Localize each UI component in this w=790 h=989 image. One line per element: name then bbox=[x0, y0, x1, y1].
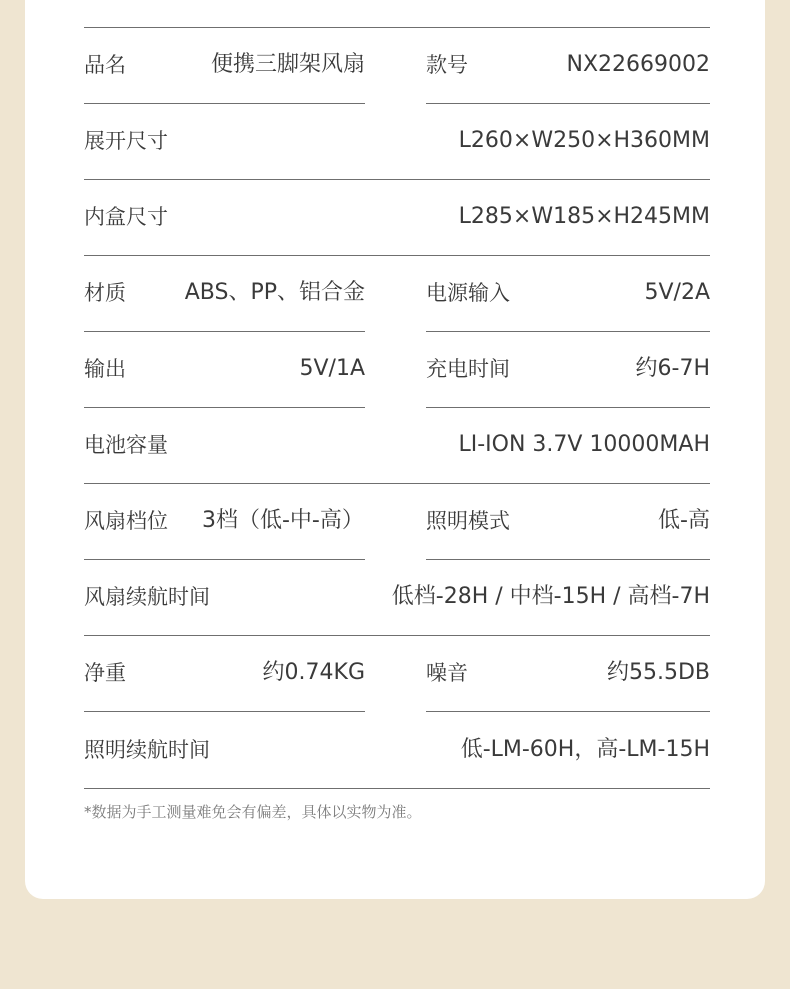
disclaimer-note: *数据为手工测量难免会有偏差，具体以实物为准。 bbox=[84, 803, 422, 821]
spec-cell bbox=[84, 560, 710, 636]
spec-value: NX22669002 bbox=[566, 52, 710, 77]
spec-label: 品名 bbox=[84, 53, 126, 77]
spec-value: 约55.5DB bbox=[606, 660, 710, 685]
spec-value: 5V/1A bbox=[299, 356, 365, 381]
spec-cell bbox=[84, 484, 365, 560]
spec-label: 噪音 bbox=[426, 661, 468, 685]
spec-value: 约0.74KG bbox=[262, 660, 365, 685]
spec-value: L260×W250×H360MM bbox=[458, 128, 710, 153]
spec-cell bbox=[84, 104, 710, 180]
spec-row-unfolded-size bbox=[84, 104, 710, 180]
spec-cell bbox=[84, 408, 710, 484]
spec-label: 款号 bbox=[426, 53, 468, 77]
spec-cell bbox=[84, 713, 710, 789]
spec-label: 输出 bbox=[84, 357, 126, 381]
spec-row-battery bbox=[84, 408, 710, 484]
spec-value: 低-高 bbox=[658, 508, 710, 533]
spec-cell bbox=[84, 332, 365, 408]
spec-value: 5V/2A bbox=[644, 280, 710, 305]
spec-cell bbox=[426, 332, 710, 408]
spec-label: 风扇档位 bbox=[84, 509, 168, 533]
spec-cell bbox=[84, 636, 365, 712]
spec-row-light-runtime bbox=[84, 713, 710, 789]
spec-label: 净重 bbox=[84, 661, 126, 685]
spec-value: ABS、PP、铝合金 bbox=[184, 280, 365, 305]
spec-value: 约6-7H bbox=[635, 356, 710, 381]
spec-value: LI-ION 3.7V 10000MAH bbox=[458, 432, 710, 457]
spec-label: 照明模式 bbox=[426, 509, 510, 533]
spec-row-fan-light-mode bbox=[84, 484, 710, 560]
spec-row-inner-box-size bbox=[84, 180, 710, 256]
spec-value: L285×W185×H245MM bbox=[458, 204, 710, 229]
spec-label: 材质 bbox=[84, 281, 126, 305]
spec-row-name-model bbox=[84, 28, 710, 104]
spec-cell bbox=[84, 28, 365, 104]
spec-cell bbox=[84, 180, 710, 256]
spec-value: 便携三脚架风扇 bbox=[210, 52, 365, 77]
spec-label: 内盒尺寸 bbox=[84, 205, 168, 229]
spec-label: 风扇续航时间 bbox=[84, 585, 210, 609]
spec-cell bbox=[426, 28, 710, 104]
spec-cell bbox=[426, 484, 710, 560]
spec-value: 3档（低-中-高） bbox=[202, 508, 364, 533]
spec-cell bbox=[84, 256, 365, 332]
spec-row-weight-noise bbox=[84, 636, 710, 712]
spec-label: 电池容量 bbox=[84, 433, 168, 457]
spec-label: 充电时间 bbox=[426, 357, 510, 381]
spec-row-output-charge bbox=[84, 332, 710, 408]
spec-value: 低档-28H / 中档-15H / 高档-7H bbox=[391, 584, 710, 609]
spec-label: 展开尺寸 bbox=[84, 129, 168, 153]
spec-value: 低-LM-60H，高-LM-15H bbox=[460, 737, 710, 762]
spec-label: 电源输入 bbox=[426, 281, 510, 305]
spec-row-fan-runtime bbox=[84, 560, 710, 636]
spec-label: 照明续航时间 bbox=[84, 738, 210, 762]
spec-cell bbox=[426, 256, 710, 332]
spec-cell bbox=[426, 636, 710, 712]
spec-row-material-input bbox=[84, 256, 710, 332]
